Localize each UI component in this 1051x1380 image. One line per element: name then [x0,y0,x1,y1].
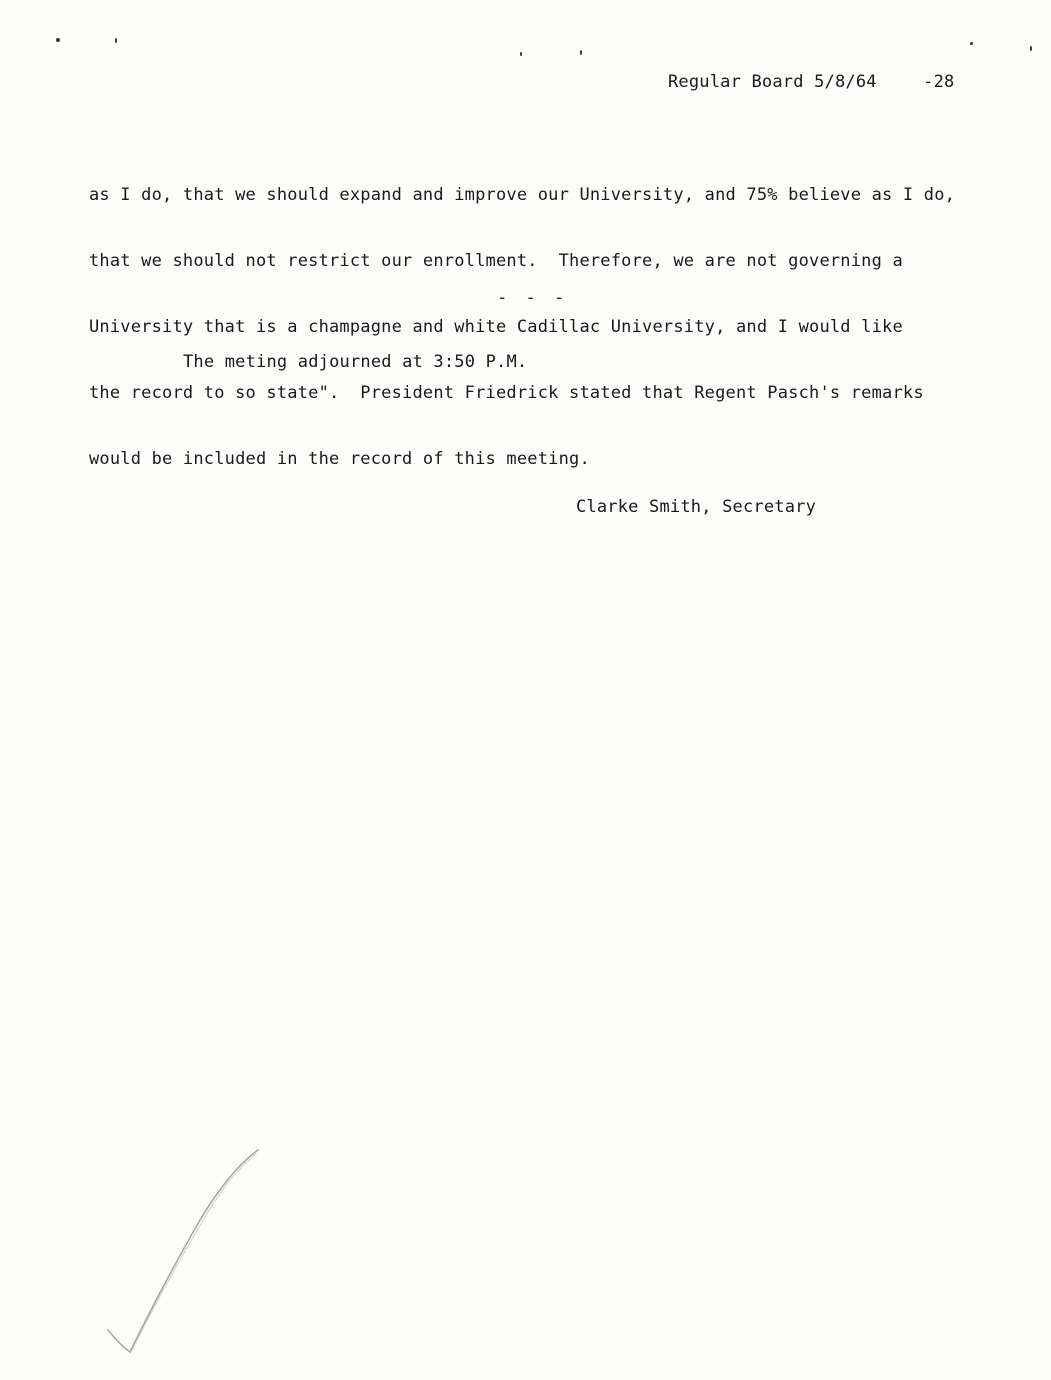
paragraph-line: would be included in the record of this meeting. [89,449,590,469]
scan-speck [1030,46,1032,51]
adjournment-statement: The meting adjourned at 3:50 P.M. [183,352,528,372]
header-date: 5/8/64 [814,72,877,92]
scan-speck [970,42,973,45]
minutes-paragraph [89,140,969,514]
scan-speck [580,50,582,55]
paragraph-line: as I do, that we should expand and improve our University, and 75% believe as I do, [89,185,956,205]
page-header [668,72,954,92]
page-number: -28 [923,72,955,92]
pencil-checkmark [100,1140,270,1360]
scan-speck [115,38,117,43]
paragraph-line: the record to so state". President Friedrick stated that Regent Pasch's remarks [89,383,924,403]
section-separator: - - - [497,288,569,308]
paragraph-line: University that is a champagne and white Cadillac University, and I would like [89,317,903,337]
scan-speck [520,52,522,56]
scan-speck [56,38,60,42]
paragraph-line: that we should not restrict our enrollment. Therefore, we are not governing a [89,251,903,271]
header-meeting: Regular Board [668,72,804,92]
secretary-signature: Clarke Smith, Secretary [576,497,817,517]
